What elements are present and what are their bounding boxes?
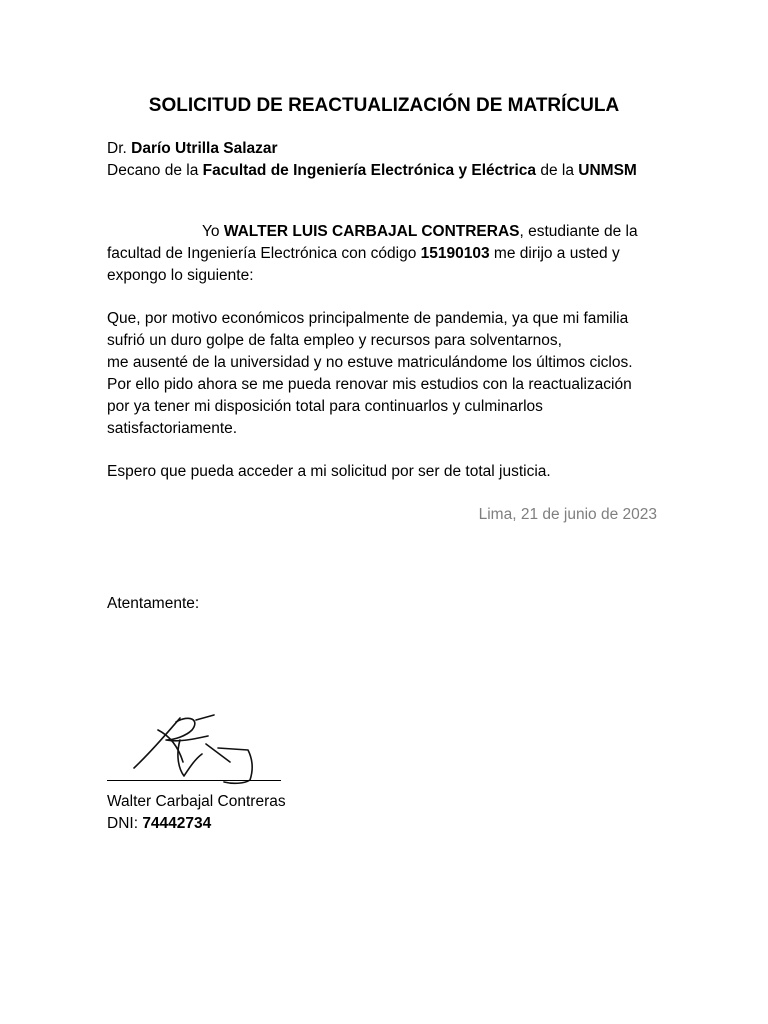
addressee-name: Darío Utrilla Salazar bbox=[131, 140, 278, 157]
body-line: Que, por motivo económicos principalmente de pandemia, ya que mi familia bbox=[107, 310, 629, 327]
intro-text-1: , estudiante de la facultad de Ingeniería Electrónica con código bbox=[107, 223, 638, 262]
addressee-name-line bbox=[107, 138, 667, 160]
addressee-role-prefix: Decano de la bbox=[107, 162, 203, 179]
body-line: satisfactoriamente. bbox=[107, 420, 238, 437]
body-line: me ausenté de la universidad y no estuve matriculándome los últimos ciclos. bbox=[107, 354, 633, 371]
dni-value: 74442734 bbox=[142, 815, 212, 832]
signer-dni bbox=[107, 813, 667, 835]
body-line: sufrió un duro golpe de falta empleo y recursos para solventarnos, bbox=[107, 332, 562, 349]
intro-paragraph bbox=[107, 221, 667, 287]
intro-text bbox=[107, 221, 667, 287]
closing-salutation: Atentamente: bbox=[107, 595, 200, 612]
body-paragraph bbox=[107, 308, 667, 440]
addressee-block bbox=[107, 138, 667, 182]
addressee-role-line bbox=[107, 160, 667, 182]
body-line: Por ello pido ahora se me pueda renovar mis estudios con la reactualización bbox=[107, 376, 632, 393]
intro-text-2: me dirijo a usted y expongo lo siguiente: bbox=[107, 245, 620, 284]
signer-name: Walter Carbajal Contreras bbox=[107, 793, 286, 810]
date-line: Lima, 21 de junio de 2023 bbox=[478, 506, 657, 523]
signature-line bbox=[107, 774, 281, 781]
addressee-university: UNMSM bbox=[578, 162, 637, 179]
dni-label: DNI: bbox=[107, 815, 143, 832]
closing-line: Espero que pueda acceder a mi solicitud por ser de total justicia. bbox=[107, 463, 551, 480]
addressee-faculty: Facultad de Ingeniería Electrónica y Eléctrica bbox=[202, 162, 537, 179]
body-line: por ya tener mi disposición total para continuarlos y culminarlos bbox=[107, 398, 543, 415]
addressee-role-mid: de la bbox=[536, 162, 579, 179]
intro-yo: Yo bbox=[202, 223, 224, 240]
student-name: WALTER LUIS CARBAJAL CONTRERAS bbox=[223, 223, 520, 240]
addressee-prefix: Dr. bbox=[107, 140, 132, 157]
document-title: SOLICITUD DE REACTUALIZACIÓN DE MATRÍCULA bbox=[148, 95, 620, 116]
student-code: 15190103 bbox=[420, 245, 490, 262]
